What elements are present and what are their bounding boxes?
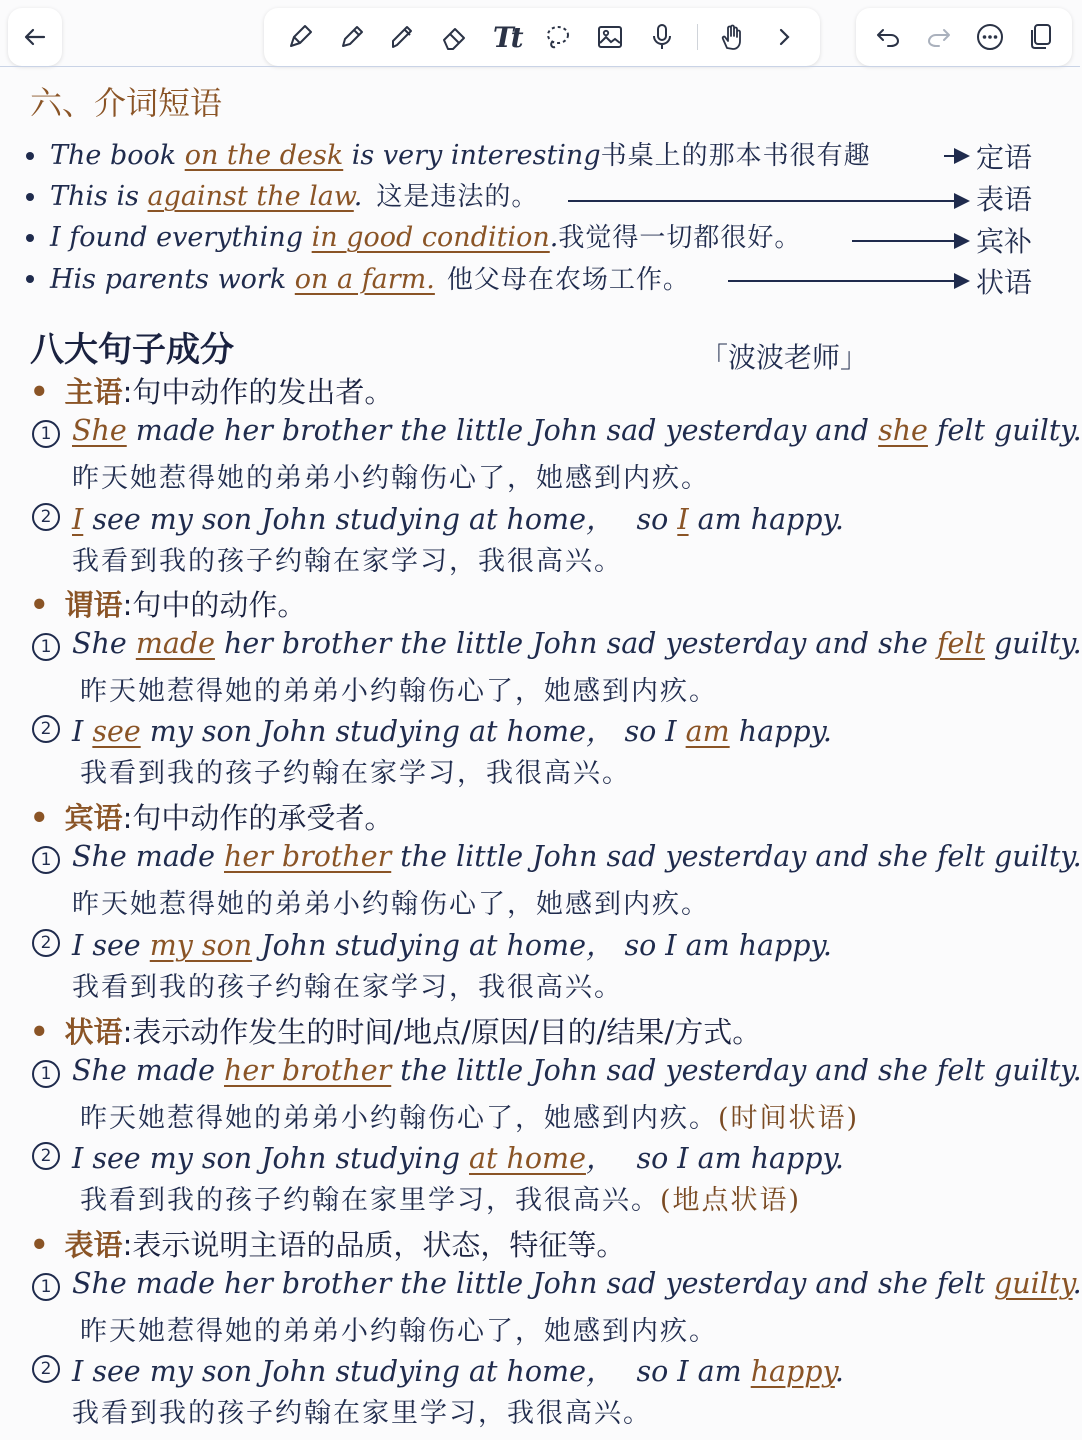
sentence-text: the little John sad yesterday and she felt guilty.	[391, 1054, 1082, 1087]
marked-word: happy	[750, 1355, 835, 1388]
comma: ，	[585, 503, 615, 536]
back-button[interactable]	[8, 8, 62, 66]
redo-icon[interactable]	[922, 20, 956, 54]
colon: :	[122, 588, 133, 622]
colon: :	[122, 1228, 133, 1262]
marked-word: she	[878, 414, 928, 447]
definition-predicative	[30, 1223, 625, 1264]
sentence-text: her brother the little John sad yesterday and she	[214, 627, 937, 660]
sentence-text: so I am happy.	[624, 929, 832, 962]
eraser-icon[interactable]	[438, 20, 472, 54]
translation: 昨天她惹得她的弟弟小约翰伤心了，她感到内疚。	[72, 463, 710, 494]
pages-icon[interactable]	[1024, 20, 1058, 54]
bullet	[26, 152, 34, 160]
definition-object	[30, 796, 393, 837]
pen-icon[interactable]	[283, 20, 317, 54]
undo-icon[interactable]	[871, 20, 905, 54]
annotation: (地点状语)	[660, 1185, 802, 1216]
example-sentence	[72, 1136, 844, 1177]
sentence-text: I see my son John studying	[72, 1142, 470, 1175]
example-translation: 我觉得一切都很好。	[558, 223, 802, 253]
definition-text: 句中动作的承受者。	[132, 801, 394, 835]
definition-adverbial	[30, 1010, 761, 1051]
actions-palette	[856, 8, 1072, 66]
example-row-2	[50, 179, 538, 215]
example-sentence	[72, 1267, 1082, 1300]
translation: 我看到我的孩子约翰在家学习，我很高兴。	[72, 546, 623, 577]
sentence-text: so I am happy.	[636, 1142, 844, 1175]
example-text: I found everything	[50, 222, 312, 253]
role-label: 状语	[976, 266, 1033, 299]
translation: 我看到我的孩子约翰在家学习，我很高兴。	[80, 758, 631, 789]
sentence-text: so I am	[636, 1355, 751, 1388]
example-sentence	[72, 497, 844, 538]
sentence-text: so I	[624, 715, 686, 748]
bullet: •	[30, 588, 49, 622]
translation	[80, 1096, 859, 1135]
translation: 我看到我的孩子约翰在家学习，我很高兴。	[72, 972, 623, 1003]
number-badge: 1	[32, 846, 60, 874]
definition-predicate	[30, 583, 306, 624]
chevron-right-icon[interactable]	[767, 20, 801, 54]
example-sentence	[72, 1054, 1082, 1087]
translation-text: 昨天她惹得她的弟弟小约翰伤心了，她感到内疚。	[80, 1103, 718, 1134]
text-tool-label: Tt	[492, 20, 521, 54]
number-badge: 2	[32, 503, 60, 531]
sentence-text: happy.	[729, 715, 832, 748]
comma: ，	[585, 1355, 615, 1388]
marked-word: my son	[149, 929, 253, 962]
number-badge: 1	[32, 1273, 60, 1301]
definition-text: 句中动作的发出者。	[132, 375, 394, 409]
term: 主语	[64, 375, 123, 409]
sentence-text: am happy.	[688, 503, 844, 536]
sentence-text: the little John sad yesterday and she felt guilty.	[391, 840, 1082, 873]
sentence-text: made her brother the little John sad yesterday and	[126, 414, 879, 447]
arrow	[944, 155, 968, 157]
sentence-text: She made her brother the little John sad yesterday and she felt	[72, 1267, 994, 1300]
arrow-left-icon[interactable]	[18, 20, 52, 54]
marked-word: her brother	[224, 1054, 392, 1087]
example-translation: 他父母在农场工作。	[446, 265, 690, 295]
role-label: 宾补	[976, 225, 1033, 258]
sentence-text: I see	[72, 929, 150, 962]
text-tool-icon[interactable]	[490, 20, 524, 54]
example-row-3	[50, 220, 801, 256]
translation	[80, 1178, 801, 1217]
definition-text: 表示动作发生的时间/地点/原因/目的/结果/方式。	[132, 1015, 762, 1049]
term: 宾语	[64, 801, 123, 835]
more-icon[interactable]	[973, 20, 1007, 54]
number-badge: 1	[32, 633, 60, 661]
colon: :	[122, 1015, 133, 1049]
sentence-text: guilty.	[984, 627, 1082, 660]
arrow	[568, 200, 968, 202]
hand-touch-icon[interactable]	[715, 20, 749, 54]
pencil-icon[interactable]	[335, 20, 369, 54]
marked-word: felt	[936, 627, 985, 660]
term: 表语	[64, 1228, 123, 1262]
sentence-text: I	[72, 715, 93, 748]
sentence-text: She made	[72, 1054, 224, 1087]
example-text: This is	[50, 181, 148, 212]
arrow	[728, 280, 968, 282]
example-sentence	[72, 840, 1082, 873]
number-badge: 1	[32, 1060, 60, 1088]
sentence-text: John studying at home	[252, 929, 586, 962]
marked-word: see	[92, 715, 141, 748]
number-badge: 2	[32, 1142, 60, 1170]
marked-word: her brother	[224, 840, 392, 873]
term: 谓语	[64, 588, 123, 622]
sentence-text: see my son John studying at home	[83, 503, 586, 536]
bullet	[26, 275, 34, 283]
bullet: •	[30, 375, 49, 409]
example-sentence	[72, 414, 1082, 447]
example-sentence	[72, 923, 832, 964]
number-badge: 2	[32, 1355, 60, 1383]
role-label: 定语	[976, 141, 1033, 174]
microphone-icon[interactable]	[645, 20, 679, 54]
comma: ，	[585, 929, 615, 962]
example-sentence	[72, 709, 832, 750]
example-translation: 书桌上的那本书很有趣	[600, 141, 871, 171]
number-badge: 2	[32, 715, 60, 743]
sentence-text: so	[636, 503, 678, 536]
bullet: •	[30, 1228, 49, 1262]
bullet: •	[30, 1015, 49, 1049]
example-sentence	[72, 627, 1082, 660]
role-label: 表语	[976, 183, 1033, 216]
tool-palette	[264, 8, 820, 66]
example-text: is very interesting	[343, 140, 601, 171]
sentence-text: .	[834, 1355, 844, 1388]
toolbar-border	[0, 66, 1080, 67]
example-sentence	[72, 1349, 844, 1390]
definition-text: 表示说明主语的品质，状态，特征等。	[132, 1228, 626, 1262]
term: 状语	[64, 1015, 123, 1049]
lasso-icon[interactable]	[541, 20, 575, 54]
sentence-text: my son John studying at home	[140, 715, 586, 748]
definition-subject	[30, 370, 393, 411]
marked-word: She	[72, 414, 127, 447]
number-badge: 1	[32, 420, 60, 448]
example-row-4	[50, 262, 690, 298]
definition-text: 句中的动作。	[132, 588, 307, 622]
section-title: 六、介词短语	[30, 84, 223, 122]
bullet: •	[30, 801, 49, 835]
marked-word: made	[135, 627, 215, 660]
prep-phrase: on the desk	[184, 140, 344, 171]
sentence-text: felt guilty.	[927, 414, 1082, 447]
image-icon[interactable]	[593, 20, 627, 54]
colon: :	[122, 801, 133, 835]
prep-phrase: in good condition	[311, 222, 550, 253]
prep-phrase: on a farm.	[294, 264, 435, 295]
sentence-text: She	[72, 627, 136, 660]
example-text: His parents work	[50, 264, 295, 295]
example-text: .	[353, 181, 363, 212]
highlighter-icon[interactable]	[386, 20, 420, 54]
sentence-text: She made	[72, 840, 224, 873]
example-row-1	[50, 138, 871, 174]
bullet	[26, 234, 34, 242]
comma: ，	[585, 1142, 615, 1175]
example-text: .	[549, 222, 559, 253]
bullet	[26, 193, 34, 201]
sentence-text: .	[1072, 1267, 1082, 1300]
annotation: (时间状语)	[718, 1103, 860, 1134]
section-heading: 八大句子成分	[30, 330, 234, 370]
marked-word: at home	[469, 1142, 586, 1175]
example-translation: 这是违法的。	[376, 182, 539, 212]
colon: :	[122, 375, 133, 409]
toolbar-divider	[697, 24, 698, 50]
arrow	[852, 240, 968, 242]
marked-word: I	[72, 503, 84, 536]
marked-word: I	[677, 503, 689, 536]
toolbar	[0, 0, 1080, 72]
author-tag: 「波波老师」	[700, 341, 869, 374]
number-badge: 2	[32, 929, 60, 957]
translation-text: 我看到我的孩子约翰在家里学习，我很高兴。	[80, 1185, 660, 1216]
translation: 昨天她惹得她的弟弟小约翰伤心了，她感到内疚。	[80, 676, 718, 707]
marked-word: am	[685, 715, 730, 748]
translation: 昨天她惹得她的弟弟小约翰伤心了，她感到内疚。	[80, 1316, 718, 1347]
translation: 昨天她惹得她的弟弟小约翰伤心了，她感到内疚。	[72, 889, 710, 920]
comma: ，	[585, 715, 615, 748]
marked-word: guilty	[994, 1267, 1073, 1300]
translation: 我看到我的孩子约翰在家里学习，我很高兴。	[72, 1398, 652, 1429]
example-text: The book	[50, 140, 185, 171]
prep-phrase: against the law	[147, 181, 354, 212]
sentence-text: I see my son John studying at home	[72, 1355, 586, 1388]
